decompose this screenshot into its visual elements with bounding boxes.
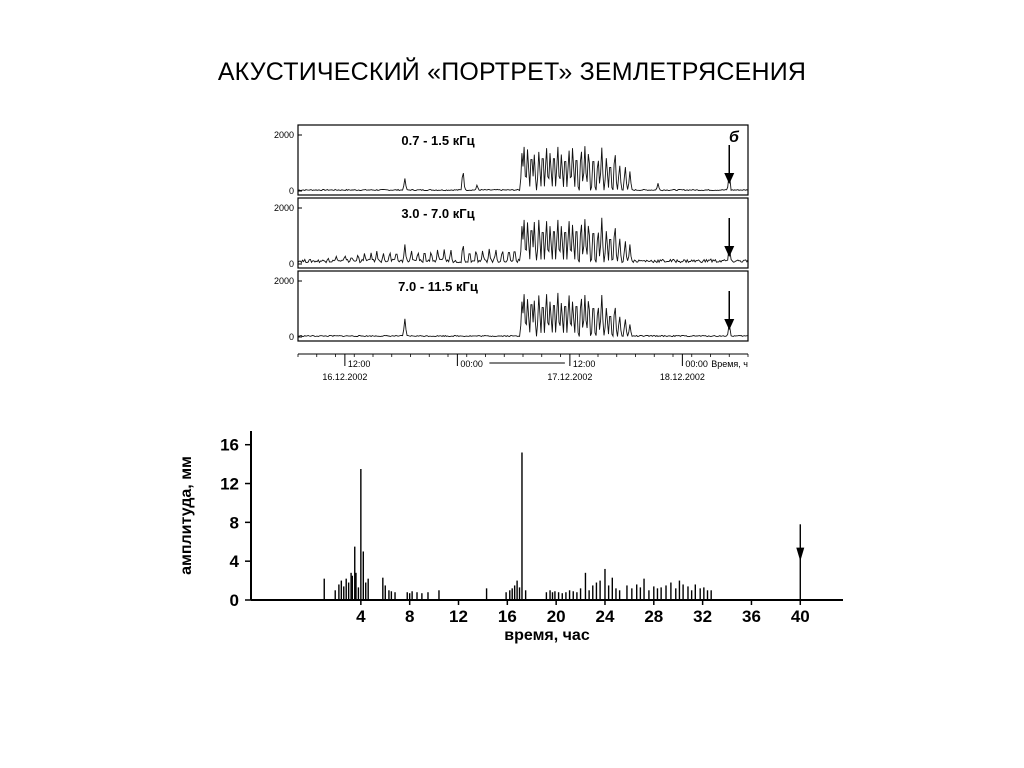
band-label: 7.0 - 11.5 кГц [398, 279, 478, 294]
band-trace-line [298, 146, 748, 190]
event-arrow-head [796, 548, 804, 562]
x-tick-label: 24 [595, 607, 615, 626]
y-tick-label: 0 [288, 186, 294, 196]
band-label: 0.7 - 1.5 кГц [401, 133, 475, 148]
date-label: 18.12.2002 [659, 372, 705, 382]
event-arrow-head [724, 246, 734, 257]
y-tick-label: 2000 [273, 203, 294, 213]
x-axis-label: время, час [504, 627, 590, 644]
y-tick-label: 2000 [273, 276, 294, 286]
panel-letter: б [729, 129, 739, 146]
band-trace-line [298, 218, 748, 263]
y-tick-label: 8 [229, 513, 239, 533]
y-tick-label: 16 [220, 435, 239, 455]
y-tick-label: 2000 [273, 130, 294, 140]
band-trace-line [298, 293, 748, 337]
y-tick-label: 4 [229, 552, 239, 572]
x-tick-label: 8 [404, 607, 415, 626]
x-tick-label: 16 [497, 607, 517, 626]
time-tick-label: 00:00 [685, 359, 708, 369]
time-tick-label: 12:00 [347, 359, 371, 369]
amplitude-figure [175, 425, 855, 645]
x-tick-label: 12 [449, 607, 468, 626]
y-axis-label: амплитуда, мм [178, 456, 195, 575]
x-tick-label: 4 [356, 607, 366, 626]
x-tick-label: 40 [790, 607, 810, 626]
time-tick-label: 00:00 [460, 359, 483, 369]
amplitude-bar-chart [175, 425, 855, 645]
date-label: 16.12.2002 [322, 372, 368, 382]
y-tick-label: 12 [220, 474, 239, 494]
x-tick-label: 28 [644, 607, 664, 626]
x-tick-label: 32 [693, 607, 713, 626]
y-tick-label: 0 [288, 259, 294, 269]
event-arrow-head [724, 173, 734, 184]
y-tick-label: 0 [288, 332, 294, 342]
date-label: 17.12.2002 [547, 372, 593, 382]
time-axis-label: Время, ч [711, 359, 748, 369]
time-tick-label: 12:00 [572, 359, 596, 369]
band-label: 3.0 - 7.0 кГц [401, 206, 475, 221]
acoustic-spectrum-figure [270, 118, 760, 398]
x-tick-label: 20 [546, 607, 566, 626]
acoustic-spectrum-chart [270, 118, 760, 398]
x-tick-label: 36 [741, 607, 761, 626]
event-arrow-head [724, 319, 734, 330]
slide-title: АКУСТИЧЕСКИЙ «ПОРТРЕТ» ЗЕМЛЕТРЯСЕНИЯ [217, 58, 807, 86]
y-tick-label: 0 [229, 591, 239, 610]
